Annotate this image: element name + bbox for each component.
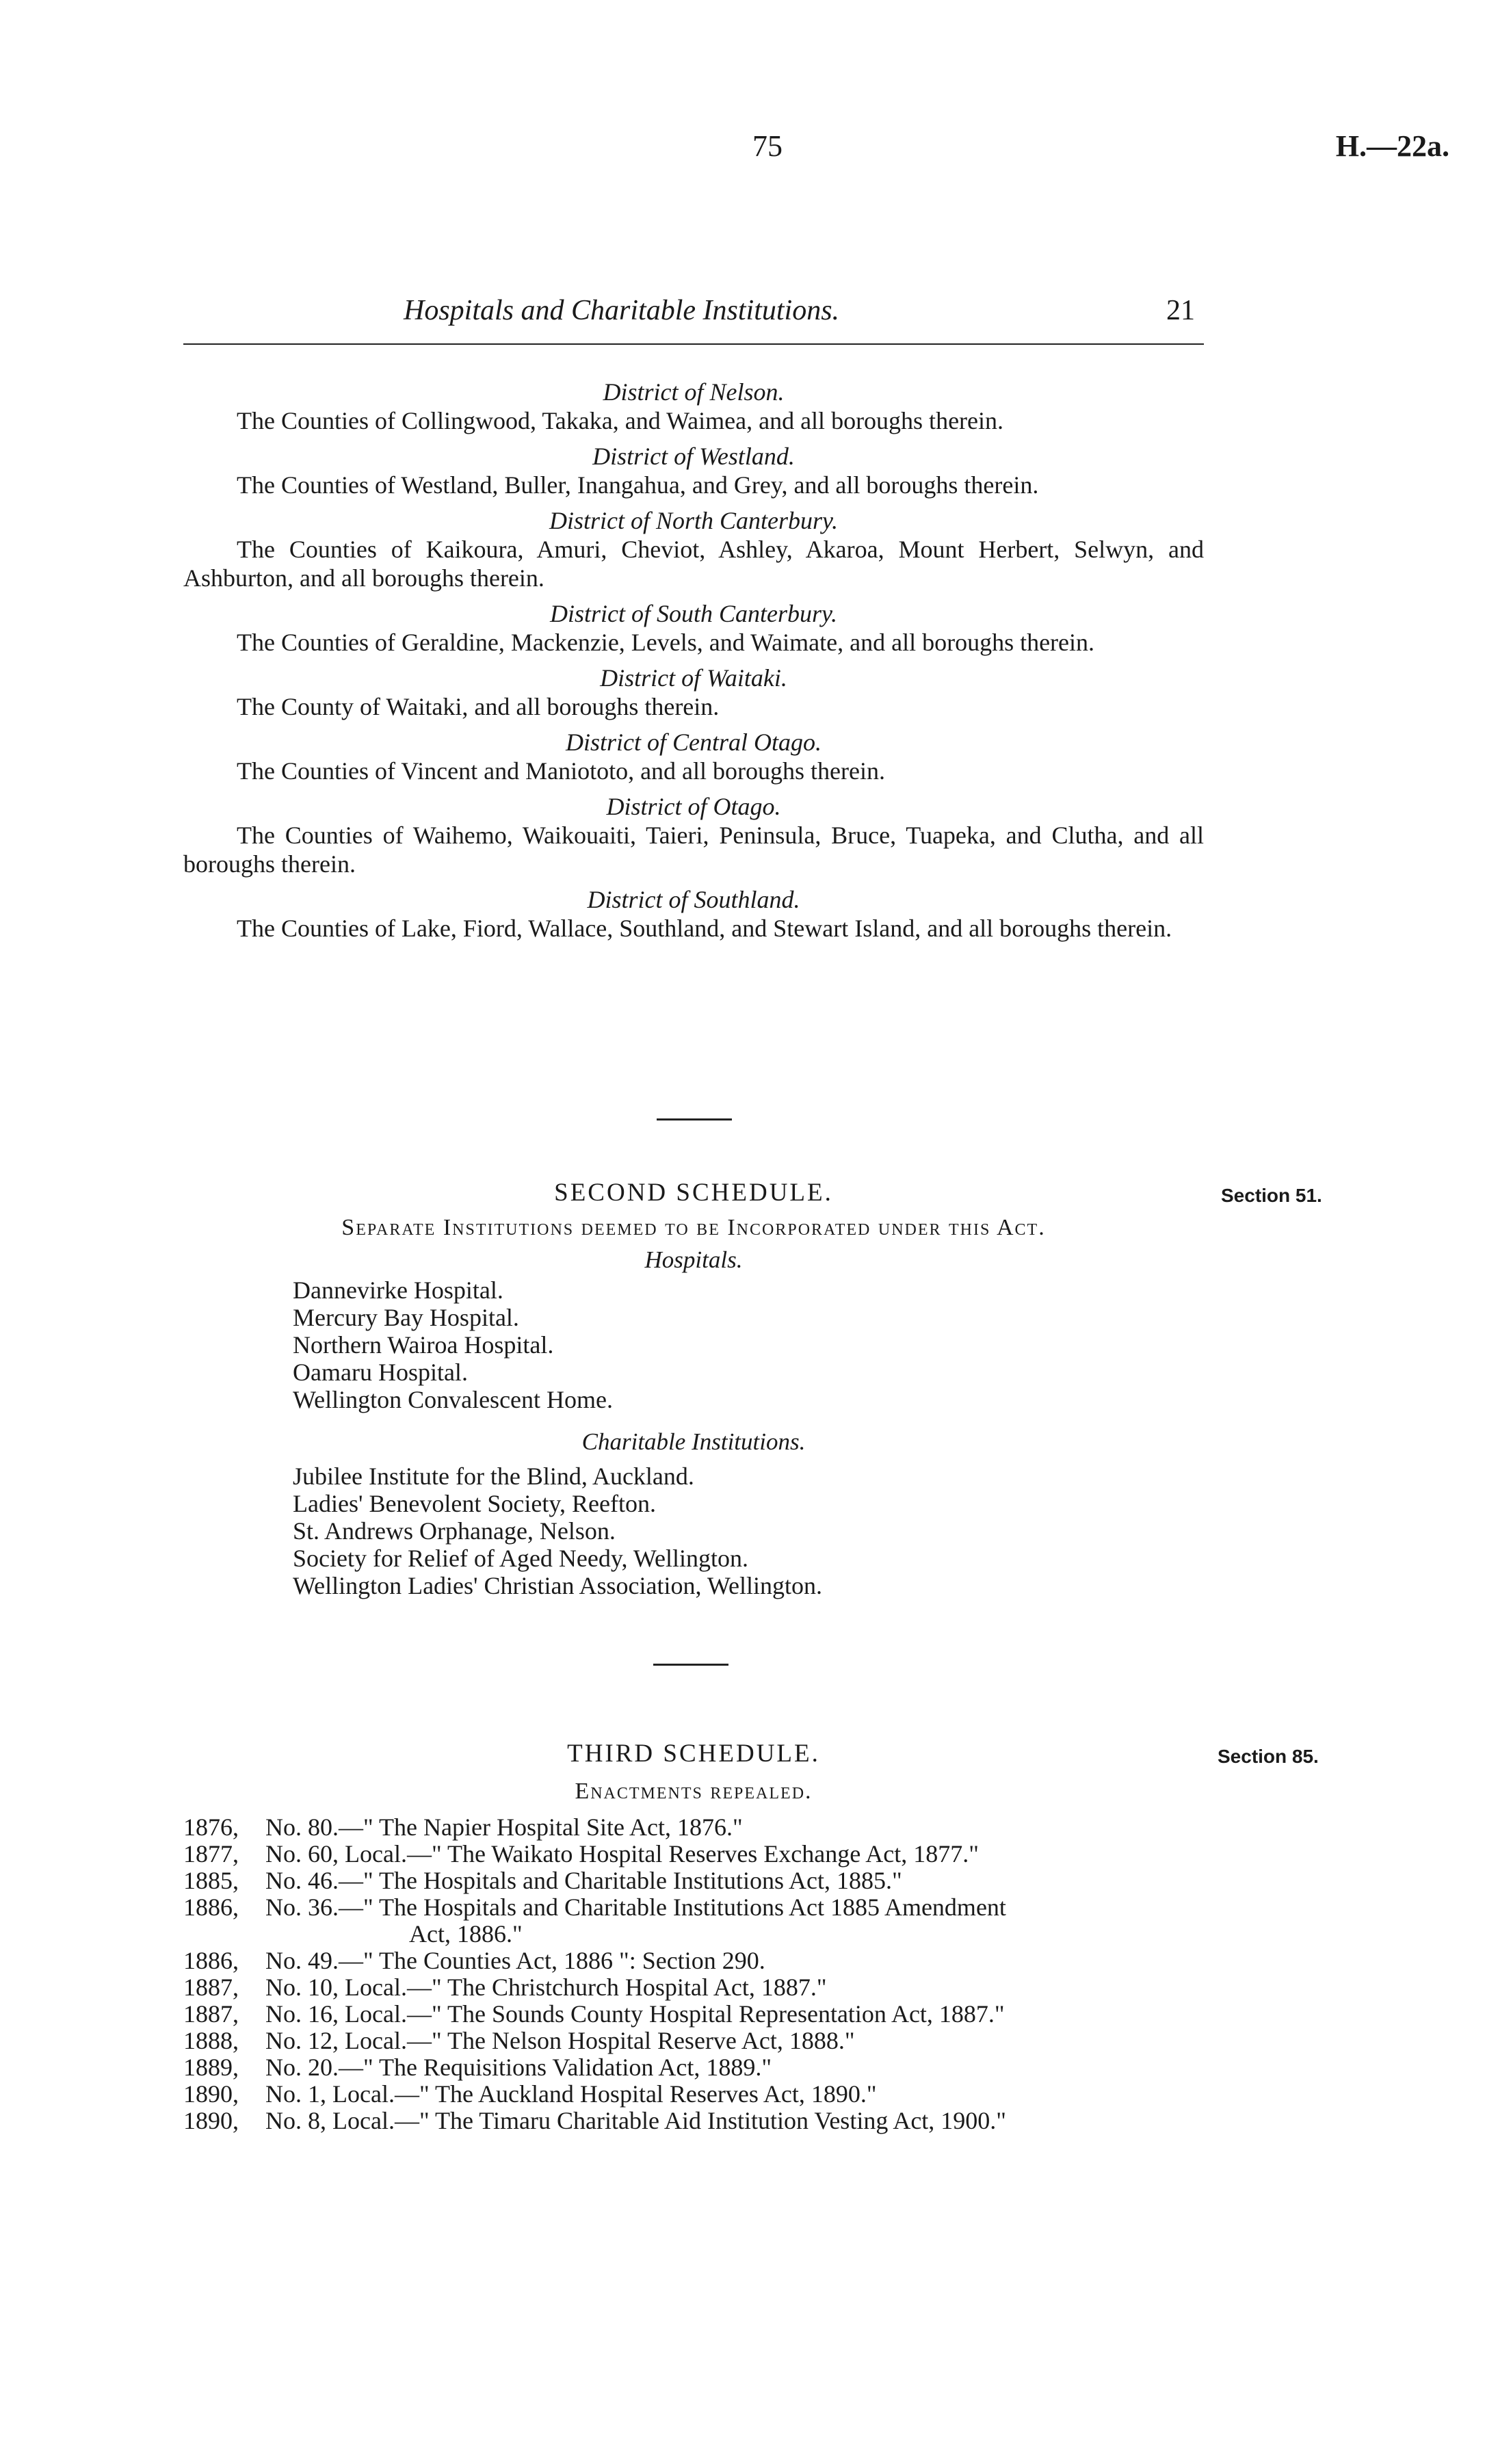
enactment-year: 1886, xyxy=(183,1893,239,1921)
enactment-year: 1887, xyxy=(183,1974,239,2001)
list-item: Wellington Convalescent Home. xyxy=(293,1386,613,1413)
district-text: The Counties of Geraldine, Mackenzie, Levels, and Waimate, and all boroughs therein. xyxy=(237,629,1095,656)
enactment-text: No. 1, Local.—" The Auckland Hospital Reserves Act, 1890." xyxy=(265,2080,877,2108)
district-text: The Counties of Collingwood, Takaka, and Waimea, and all boroughs therein. xyxy=(237,407,1004,434)
enactment-text: No. 16, Local.—" The Sounds County Hospital Representation Act, 1887." xyxy=(265,2000,1005,2028)
enactment-row xyxy=(183,2028,1204,2054)
page-number: 75 xyxy=(752,129,783,163)
charitable-heading: Charitable Institutions. xyxy=(581,1428,806,1455)
district-text: The County of Waitaki, and all boroughs therein. xyxy=(237,693,720,720)
district-heading: District of Central Otago. xyxy=(565,729,822,756)
district-heading: District of Nelson. xyxy=(603,378,785,406)
second-schedule-section-ref: Section 51. xyxy=(1221,1185,1322,1206)
third-schedule-title: THIRD SCHEDULE. xyxy=(567,1740,820,1768)
district-text: The Counties of Waihemo, Waikouaiti, Taieri, Peninsula, Bruce, Tuapeka, and Clutha, and all boroughs therein. xyxy=(183,822,1204,878)
hospitals-heading: Hospitals. xyxy=(644,1246,743,1273)
enactments-list xyxy=(183,1814,1204,2134)
enactment-text: No. 80.—" The Napier Hospital Site Act, 1876." xyxy=(265,1813,743,1841)
enactment-continuation: Act, 1886." xyxy=(409,1920,523,1948)
section-divider xyxy=(653,1664,728,1666)
enactment-text: No. 49.—" The Counties Act, 1886 ": Section 290. xyxy=(265,1947,765,1974)
district-heading: District of North Canterbury. xyxy=(549,507,839,534)
district-text: The Counties of Westland, Buller, Inangahua, and Grey, and all boroughs therein. xyxy=(237,471,1039,499)
list-item: Dannevirke Hospital. xyxy=(293,1276,503,1304)
third-schedule-section-ref: Section 85. xyxy=(1218,1746,1319,1767)
enactment-row xyxy=(183,1948,1204,1974)
second-schedule-subtitle: Separate Institutions deemed to be Incorporated under this Act. xyxy=(341,1215,1046,1240)
district-text: The Counties of Lake, Fiord, Wallace, Southland, and Stewart Island, and all boroughs therein. xyxy=(237,915,1172,942)
district-text: The Counties of Kaikoura, Amuri, Cheviot, Ashley, Akaroa, Mount Herbert, Selwyn, and Ashburton, and all boroughs therein. xyxy=(183,536,1204,592)
district-heading: District of Otago. xyxy=(606,793,781,820)
enactment-row xyxy=(183,1867,1204,1894)
enactment-year: 1886, xyxy=(183,1947,239,1974)
list-item: St. Andrews Orphanage, Nelson. xyxy=(293,1517,616,1545)
enactment-text: No. 20.—" The Requisitions Validation Act, 1889." xyxy=(265,2054,772,2081)
district-heading: District of Westland. xyxy=(592,443,795,470)
running-title: Hospitals and Charitable Institutions. xyxy=(404,295,840,326)
charitable-list xyxy=(293,1463,822,1599)
enactment-text: No. 60, Local.—" The Waikato Hospital Reserves Exchange Act, 1877." xyxy=(265,1840,979,1867)
list-item: Wellington Ladies' Christian Association, Wellington. xyxy=(293,1572,822,1599)
enactment-row xyxy=(183,1894,1204,1921)
enactment-text: No. 10, Local.—" The Christchurch Hospital Act, 1887." xyxy=(265,1974,827,2001)
enactment-row xyxy=(183,1841,1204,1867)
enactment-row xyxy=(183,2081,1204,2108)
enactment-text: No. 46.—" The Hospitals and Charitable Institutions Act, 1885." xyxy=(265,1867,902,1894)
document-code: H.—22a. xyxy=(1335,129,1449,163)
enactment-year: 1877, xyxy=(183,1840,239,1867)
second-schedule-title: SECOND SCHEDULE. xyxy=(554,1179,833,1207)
enactment-row xyxy=(183,1974,1204,2001)
district-text: The Counties of Vincent and Maniototo, and all boroughs therein. xyxy=(237,757,885,785)
enactment-year: 1885, xyxy=(183,1867,239,1894)
enactment-year: 1890, xyxy=(183,2080,239,2108)
district-heading: District of Southland. xyxy=(587,886,800,913)
section-divider xyxy=(657,1118,732,1120)
enactment-year: 1890, xyxy=(183,2107,239,2134)
enactment-row xyxy=(183,2108,1204,2134)
list-item: Oamaru Hospital. xyxy=(293,1359,468,1386)
list-item: Society for Relief of Aged Needy, Wellington. xyxy=(293,1545,748,1572)
districts-section xyxy=(183,378,1204,943)
enactment-year: 1888, xyxy=(183,2027,239,2054)
list-item: Northern Wairoa Hospital. xyxy=(293,1331,554,1359)
enactment-row xyxy=(183,1814,1204,1841)
list-item: Mercury Bay Hospital. xyxy=(293,1304,519,1331)
hospitals-list xyxy=(293,1276,613,1413)
header-rule xyxy=(183,343,1204,345)
enactment-year: 1889, xyxy=(183,2054,239,2081)
district-heading: District of Waitaki. xyxy=(600,664,787,692)
enactment-year: 1887, xyxy=(183,2000,239,2028)
enactment-text: No. 36.—" The Hospitals and Charitable Institutions Act 1885 Amendment xyxy=(265,1893,1006,1921)
running-number: 21 xyxy=(1166,295,1195,326)
enactment-row xyxy=(183,2001,1204,2028)
enactment-text: No. 8, Local.—" The Timaru Charitable Aid Institution Vesting Act, 1900." xyxy=(265,2107,1007,2134)
list-item: Jubilee Institute for the Blind, Auckland. xyxy=(293,1463,694,1490)
enactment-row xyxy=(183,2054,1204,2081)
district-heading: District of South Canterbury. xyxy=(549,600,837,627)
enactment-year: 1876, xyxy=(183,1813,239,1841)
enactment-text: No. 12, Local.—" The Nelson Hospital Reserve Act, 1888." xyxy=(265,2027,855,2054)
list-item: Ladies' Benevolent Society, Reefton. xyxy=(293,1490,656,1517)
third-schedule-subtitle: Enactments repealed. xyxy=(575,1779,813,1804)
